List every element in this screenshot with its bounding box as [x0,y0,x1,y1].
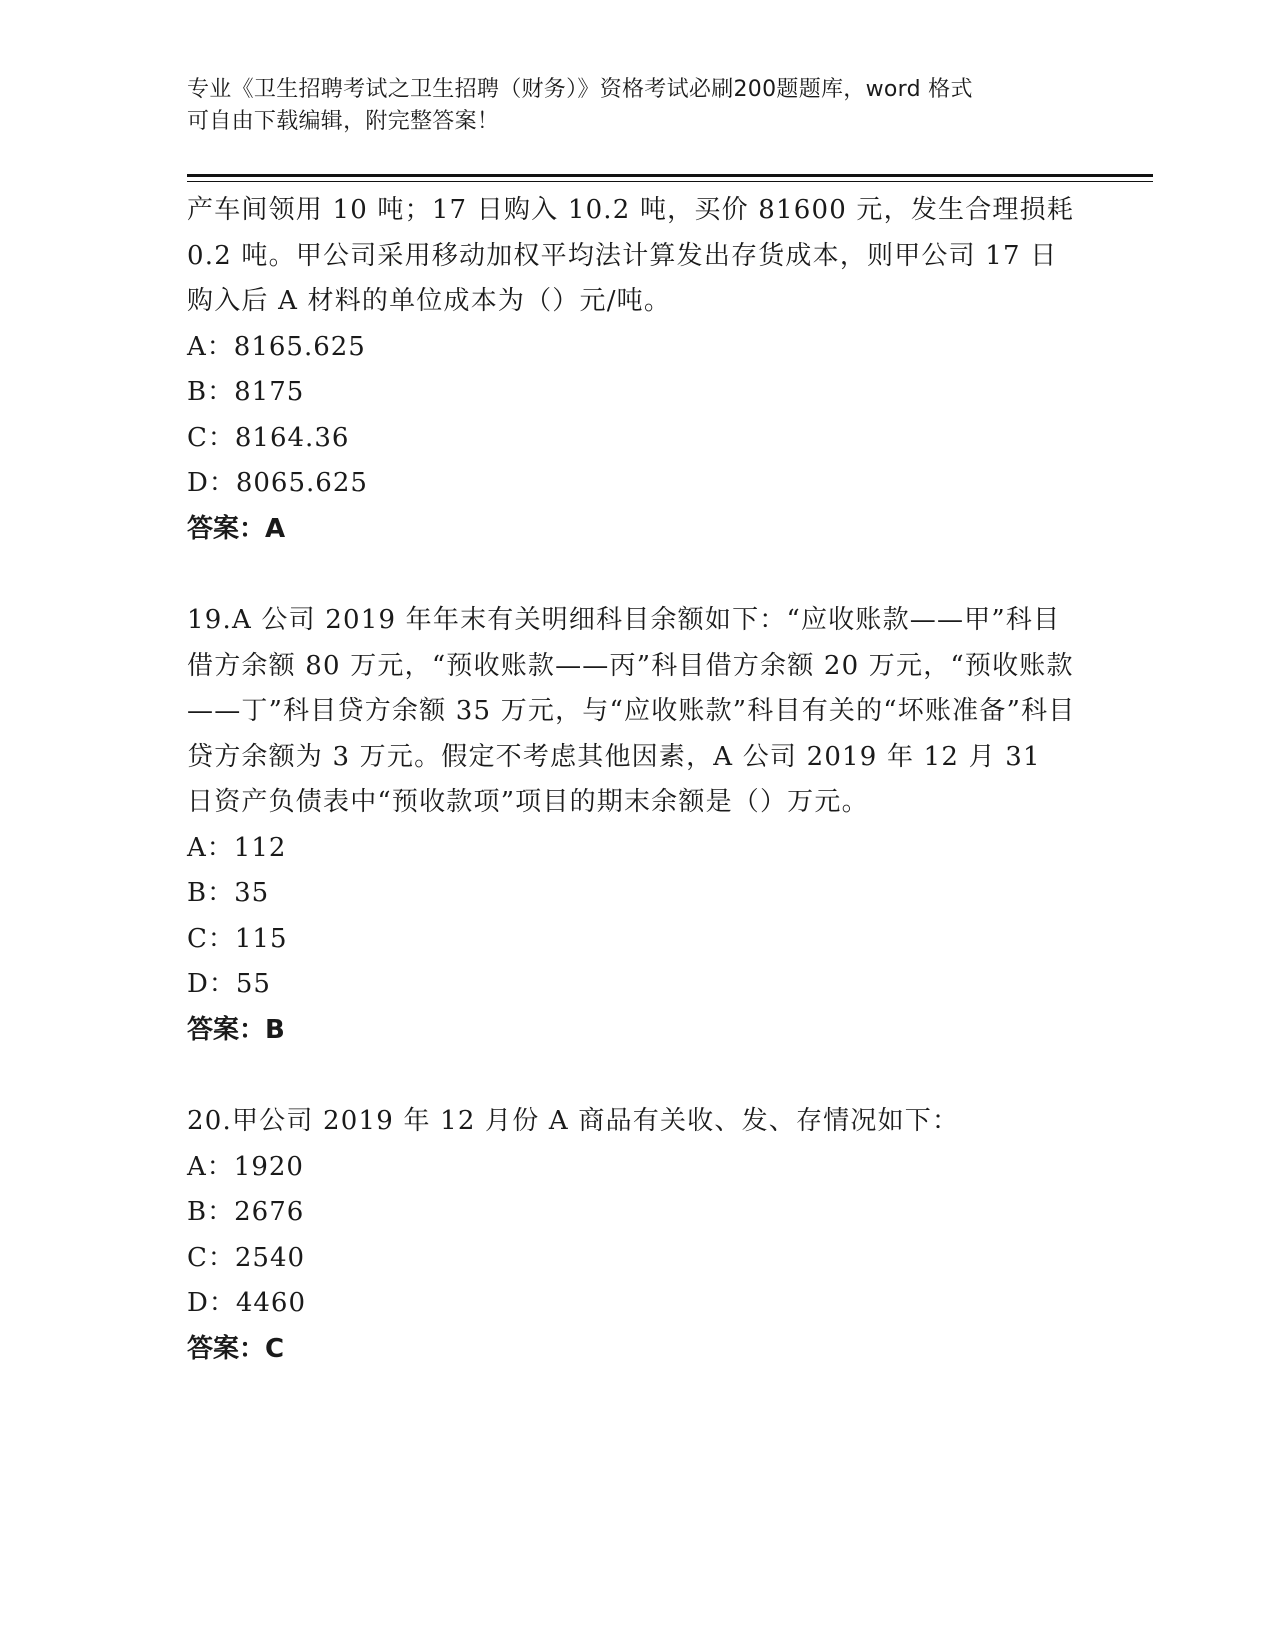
option-c: C：8164.36 [187,422,350,453]
question-item [187,188,1077,552]
spacer [187,552,1077,598]
option-d: D：55 [187,969,271,999]
header-line-1: 专业《卫生招聘考试之卫生招聘（财务）》资格考试必刷200题题库，word 格式 [187,77,973,102]
header-line-2: 可自由下载编辑，附完整答案！ [187,109,500,134]
answer-line: 答案：B [187,1014,285,1045]
question-item [187,1099,1077,1372]
document-header [187,74,1067,138]
option-b: B：2676 [187,1197,305,1227]
question-text: 19.A 公司 2019 年年末有关明细科目余额如下：“应收账款——甲”科目借方余额 80 万元，“预收账款——丙”科目借方余额 20 万元，“预收账款——丁”科目贷方余额 35 万元，与“应收账款”科目有关的“坏账准备”科目贷方余额为 3 万元。假定不考虑其他因素，A 公司 2019 年 12 月 31 日资产负债表中“预收款项”项目的期末余额是（）万元。 [187,605,1076,817]
option-d: D：4460 [187,1288,307,1318]
spacer [187,1053,1077,1099]
question-list [187,188,1077,1372]
question-text: 产车间领用 10 吨；17 日购入 10.2 吨，买价 81600 元，发生合理损耗 0.2 吨。甲公司采用移动加权平均法计算发出存货成本，则甲公司 17 日购入后 A 材料的单位成本为（）元/吨。 [187,195,1075,316]
header-rule-thin [187,181,1153,182]
option-a: A：112 [187,832,287,863]
header-rule-thick [187,174,1153,177]
option-a: A：8165.625 [187,331,366,362]
option-c: C：115 [187,923,288,954]
question-item [187,598,1077,1053]
option-a: A：1920 [187,1151,304,1182]
option-b: B：8175 [187,377,305,407]
question-text: 20.甲公司 2019 年 12 月份 A 商品有关收、发、存情况如下： [187,1106,960,1136]
option-c: C：2540 [187,1242,306,1273]
answer-line: 答案：C [187,1333,285,1364]
option-b: B：35 [187,878,270,908]
option-d: D：8065.625 [187,468,368,498]
answer-line: 答案：A [187,513,286,544]
